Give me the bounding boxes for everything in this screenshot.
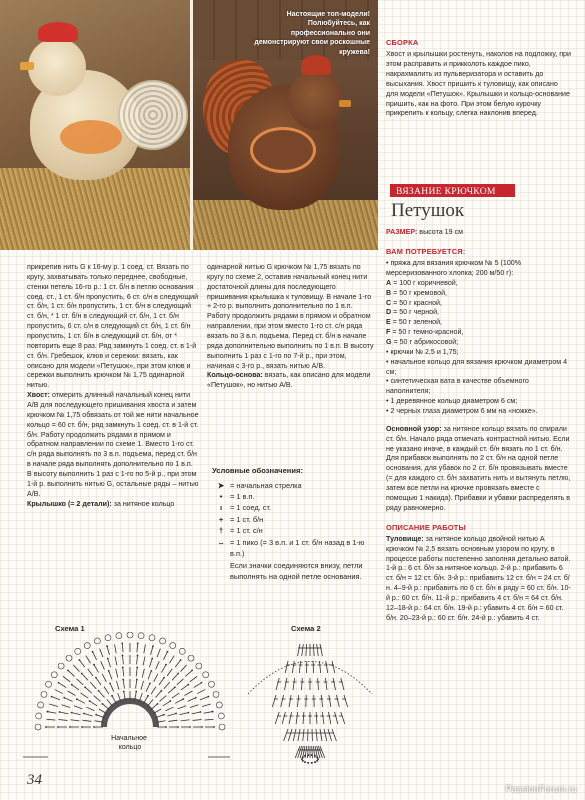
start-ring-label — [111, 735, 149, 751]
legend-items — [212, 480, 374, 560]
schema-1-diagram — [18, 632, 233, 772]
materials-item: D = 50 г черной, — [386, 308, 440, 317]
legend-symbol-icon: † — [218, 526, 224, 536]
page-number: 34 — [27, 772, 42, 788]
wings-label: Крылышко (= 2 детали): — [27, 499, 112, 508]
legend-row — [212, 525, 374, 536]
size-value: высота 19 см — [417, 228, 463, 236]
legend-symbol-icon: ➤ — [217, 480, 225, 490]
assembly-text: Хвост и крылышки ростенуть, наколов на подложку, при этом расправить и прикколоть каждое пико, накрахмалить из пульверизатора и оставить до высыхания. Хвост пришить к туловищу, как описано для модели «Петушок». Крылышки и кольцо-основание пришить, как на фото. При этом белую курочку прикрепить к кольцу, слегка наклонив вперед. — [386, 50, 571, 118]
tail-paragraph — [27, 391, 199, 470]
col2-paragraph-1: одинарной нитью G крючком № 1,75 вязать по кругу по схеме 2, оставив начальный конец нити достаточной длины для последующего пришивания крылышка к туловищу. В начале 1-го + 2-го р. выполнить дополнительно по 1 в.п. Работу продолжить рядами в прямом и обратном направлении, при этом вместо 1-го ст. с/н ряда вязать по 3 в.п. подъема. Перед ст. б/н в начале ряда дополнительно выполнить по 1 в.п. В высоту выполнить 1 раз с 1-го по 7-й р., при этом, начиная с 3-го р., вязать нитью A/B. — [207, 263, 374, 370]
materials-item: C = 50 г красной, — [386, 298, 442, 307]
section-banner: ВЯЗАНИЕ КРЮЧКОМ — [390, 184, 515, 197]
page-title: Петушок — [391, 200, 465, 221]
start-ring-label-line1: Начальное — [111, 735, 147, 742]
materials-item: F = 50 г темно-красной, — [386, 328, 464, 337]
schema-2-title: Схема 2 — [291, 624, 321, 633]
materials-item: • 1 деревянное кольцо диаметром 6 см; — [386, 397, 518, 406]
legend-row — [212, 514, 374, 525]
legend-row — [212, 502, 374, 513]
photo-caption: Настоящие топ-модели! Полюбуйтесь, как профессионально они демонстрируют свои роскошные кружева! — [254, 11, 370, 56]
basic-pattern-label: Основной узор: — [386, 424, 442, 433]
legend — [212, 466, 374, 583]
materials-list — [386, 259, 571, 417]
materials-item: • начальное кольцо для вязания крючком диаметром 4 см; — [386, 357, 568, 376]
materials-heading: ВАМ ПОТРЕБУЕТСЯ: — [386, 246, 466, 256]
legend-symbol-icon: ı — [219, 503, 223, 513]
materials-item: A = 100 г коричневой, — [386, 278, 458, 287]
column-2 — [207, 263, 375, 391]
ring-base-paragraph — [207, 371, 375, 391]
materials-item: • 2 черных глаза диаметром 6 мм на «ножке». — [386, 407, 538, 416]
materials-item: E = 50 г зеленой, — [386, 318, 443, 327]
legend-symbol-icon: • — [219, 492, 223, 502]
legend-text: = 1 соед. ст. — [230, 503, 272, 513]
photo-white-hen — [0, 0, 190, 250]
materials-item: • синтетическая вата в качестве объемного наполнителя; — [386, 377, 529, 396]
basic-pattern-text: за нитяное кольцо вязать по спирали ст. б/н. Начало ряда отмечать контрастной нитью. Если не указано иначе, в каждый ст. б/н вязать по 1 ст. б/н. Для прибавок выполнять по 2 ст. б/н на одной петле основания, для убавок по 2 ст. б/н провязывать вместе (= для каждого ст. б/н захватить нить и вытянуть петлю, затем все петли на крючке провязать вместе с помощью 1 накида). Прибавки и убавки распределять в ряду равномерно. — [386, 424, 571, 512]
right-column — [386, 228, 571, 624]
legend-text: = 1 ст. б/н — [230, 514, 264, 524]
materials-item: G = 50 г абрикосовой; — [386, 338, 459, 347]
tail-label: Хвост: — [27, 391, 51, 400]
col1-paragraph-3: В высоту выполнить 1 раз с 1-го по 5-й р., при этом 1-й р. выполнить нитью G, остальные ряды – нитью A/B. — [27, 470, 199, 498]
work-description-heading: ОПИСАНИЕ РАБОТЫ — [386, 522, 466, 532]
basic-pattern — [386, 425, 571, 514]
materials-item: B = 50 г кремовой, — [386, 288, 448, 297]
legend-text: = 1 в.п. — [230, 492, 255, 502]
site-watermark: PassionForum.ru — [505, 784, 577, 794]
schema-2-diagram — [240, 634, 380, 774]
legend-row — [212, 537, 374, 560]
ring-base-label: Кольцо-основа: — [207, 371, 263, 380]
legend-text: = начальная стрелка — [230, 480, 302, 490]
work-description — [386, 535, 571, 624]
column-1 — [27, 263, 199, 509]
assembly-heading: СБОРКА — [386, 38, 419, 47]
materials-item: • пряжа для вязания крючком № 5 (100% мерсеризованного хлопка; 200 м/50 г): — [386, 259, 522, 277]
legend-row — [212, 491, 374, 502]
size-line — [386, 228, 571, 238]
size-label: РАЗМЕР: — [386, 228, 418, 236]
tail-text: отмерить длинный начальный конец нити A/B для последующего пришивания хвоста и затем крючком № 1,75 обвязать от той же нити начальное кольцо = 60 ст. б/н, ряд замкнуть 1 соед. ст. в 1-й ст. б/н. Работу продолжить рядами в прямом и обратном направлении по схеме 1. Вместо 1-го ст. с/н ряда выполнять по 3 в.п. подъема, перед ст. б/н в начале ряда выполнять дополнительно по 1 в.п. — [27, 391, 199, 469]
materials-item: • крючки № 2,5 и 1,75; — [386, 347, 459, 356]
legend-symbol-icon: ⌣ — [218, 537, 224, 547]
legend-symbol-icon: + — [218, 514, 224, 524]
legend-text: = 1 пико (= 3 в.п. и 1 ст. б/н назад в 1-ю в.п.) — [230, 537, 365, 559]
assembly-block — [386, 38, 571, 119]
schema-1-title: Схема 1 — [55, 624, 85, 633]
wings-paragraph — [27, 500, 199, 510]
body-text: за нитяное кольцо двойной нитью A крючком № 2,5 вязать основным узором по кругу, в процессе работы постепенно заполняя детально ватой. 1-й р.: 6 ст. б/н за нитяное кольцо. 2-й р.: прибавить 6 ст. б/н = 12 ст. б/н. 3-й р.: прибавить 12 ст. б/н = 24 ст. б/н. 4–9-й р.: прибавить по 6 ст. б/н в ряду = 60 ст. б/н. 10-й р.: 60 ст. б/н. 11-й р.: прибавить 4 ст. б/н = 64 ст. б/н. 12–18-й р.: 64 ст. б/н. 19-й р.: убавить 4 ст. б/н = 60 ст. б/н. 20–23-й р.: 60 ст. б/н. 24-й р.: убавить 4 ст. — [386, 534, 571, 622]
legend-heading: Условные обозначения: — [212, 466, 304, 475]
ring-base-text: вязать, как описано для модели «Петушок», но нитью A/B. — [207, 371, 371, 390]
col1-paragraph-1: прикрепив нить G к 16-му р. 1 соед. ст. Вязать по кругу, захватывать только переднее, свободные, стенки петель 16-го р.: 1 ст. б/н в петлю основания соед. ст., 1 ст. б/н пропустить, 6 ст. с/н в следующий ст. б/н, 1 ст. б/н пропустить, 1 ст. б/н в следующий ст. б/н, * 1 ст. б/н в следующий ст. б/н, 1 ст. б/н пропустить, 6 ст. с/н в следующий ст. б/н, 1 ст. б/н пропустить, 1 ст. б/н в следующий ст. б/н, от * повторить еще 8 раз. Ряд замкнуть 1 соед. ст. в 1-й ст. б/н. Гребешок, клюв и сережки: вязать, как описано для модели «Петушок», при этом клюв и сережки выполнить крючком № 1,75 одинарной нитью. — [27, 263, 199, 390]
legend-text: = 1 ст. с/н — [230, 526, 263, 536]
legend-row — [212, 480, 374, 491]
body-label: Туловище: — [386, 534, 424, 543]
photo-collage — [0, 0, 378, 250]
legend-note: Если значки соединяются внизу, петли выполнять на одной петле основания. — [230, 560, 363, 582]
wings-text: за нитяное кольцо — [111, 499, 175, 508]
start-ring-label-line2: кольцо — [118, 744, 142, 751]
